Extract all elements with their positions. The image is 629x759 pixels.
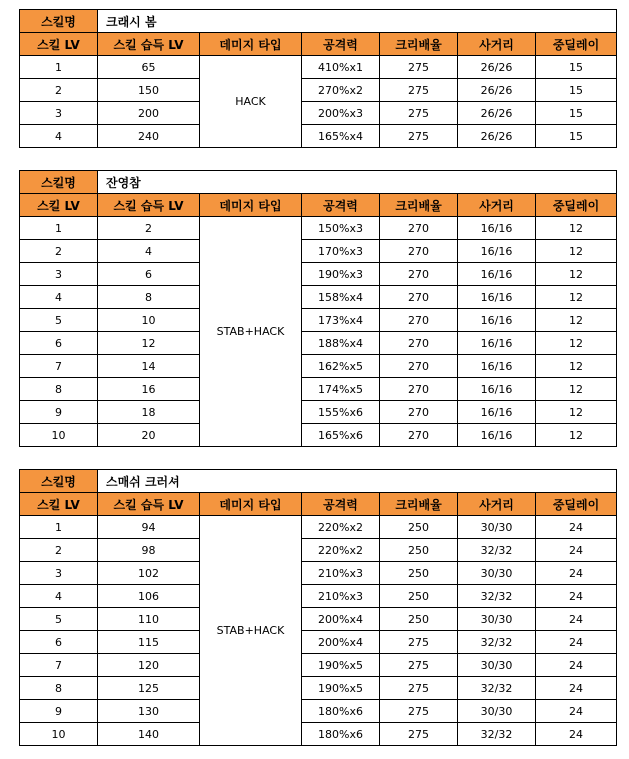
table-cell: 275 — [380, 79, 458, 102]
column-header: 스킬 LV — [20, 33, 98, 56]
table-row — [20, 286, 617, 309]
table-cell: 165%x4 — [302, 125, 380, 148]
table-cell: 16/16 — [458, 401, 536, 424]
table-cell: 32/32 — [458, 539, 536, 562]
table-cell: 180%x6 — [302, 700, 380, 723]
table-cell: 250 — [380, 516, 458, 539]
table-cell: 110 — [98, 608, 200, 631]
table-cell: 250 — [380, 562, 458, 585]
column-header: 사거리 — [458, 33, 536, 56]
table-cell: 165%x6 — [302, 424, 380, 447]
table-cell: 12 — [536, 309, 617, 332]
table-cell: 180%x6 — [302, 723, 380, 746]
table-cell: 26/26 — [458, 102, 536, 125]
table-cell: 26/26 — [458, 79, 536, 102]
table-cell: 12 — [536, 378, 617, 401]
table-cell: 170%x3 — [302, 240, 380, 263]
table-cell: 200%x4 — [302, 608, 380, 631]
table-cell: 155%x6 — [302, 401, 380, 424]
table-row — [20, 263, 617, 286]
table-cell: 24 — [536, 562, 617, 585]
table-cell: 15 — [536, 56, 617, 79]
table-cell: 270 — [380, 355, 458, 378]
table-cell: 24 — [536, 516, 617, 539]
table-cell: 8 — [20, 677, 98, 700]
table-cell: 16/16 — [458, 217, 536, 240]
table-cell: 16/16 — [458, 263, 536, 286]
table-cell: 9 — [20, 700, 98, 723]
table-cell: 6 — [20, 631, 98, 654]
table-cell: 275 — [380, 631, 458, 654]
table-cell: 26/26 — [458, 56, 536, 79]
damage-type-cell: HACK — [200, 56, 302, 148]
table-cell: 10 — [20, 723, 98, 746]
table-cell: 174%x5 — [302, 378, 380, 401]
table-cell: 125 — [98, 677, 200, 700]
table-cell: 270 — [380, 309, 458, 332]
table-cell: 210%x3 — [302, 585, 380, 608]
column-header: 스킬 LV — [20, 194, 98, 217]
table-cell: 270 — [380, 401, 458, 424]
column-header-row — [20, 194, 617, 217]
table-cell: 8 — [20, 378, 98, 401]
table-cell: 32/32 — [458, 631, 536, 654]
table-cell: 4 — [98, 240, 200, 263]
table-row — [20, 56, 617, 79]
table-cell: 15 — [536, 102, 617, 125]
table-cell: 3 — [20, 263, 98, 286]
skill-table — [19, 170, 617, 447]
table-cell: 32/32 — [458, 585, 536, 608]
column-header-row — [20, 493, 617, 516]
table-cell: 5 — [20, 608, 98, 631]
table-cell: 12 — [536, 424, 617, 447]
table-row — [20, 585, 617, 608]
table-cell: 240 — [98, 125, 200, 148]
table-cell: 24 — [536, 677, 617, 700]
table-cell: 270 — [380, 378, 458, 401]
table-cell: 275 — [380, 723, 458, 746]
skill-table — [19, 469, 617, 746]
table-cell: 6 — [98, 263, 200, 286]
table-cell: 200%x4 — [302, 631, 380, 654]
skill-name-value: 잔영참 — [98, 171, 617, 194]
column-header: 공격력 — [302, 194, 380, 217]
skill-name-value: 크래시 봄 — [98, 10, 617, 33]
table-cell: 32/32 — [458, 723, 536, 746]
table-row — [20, 677, 617, 700]
skill-name-value: 스매쉬 크러셔 — [98, 470, 617, 493]
table-cell: 162%x5 — [302, 355, 380, 378]
table-cell: 150 — [98, 79, 200, 102]
table-cell: 30/30 — [458, 654, 536, 677]
table-cell: 1 — [20, 516, 98, 539]
column-header: 스킬 습득 LV — [98, 493, 200, 516]
table-cell: 26/26 — [458, 125, 536, 148]
table-cell: 24 — [536, 608, 617, 631]
table-row — [20, 125, 617, 148]
table-cell: 5 — [20, 309, 98, 332]
table-cell: 220%x2 — [302, 539, 380, 562]
table-cell: 270 — [380, 217, 458, 240]
column-header: 데미지 타입 — [200, 33, 302, 56]
table-cell: 270 — [380, 263, 458, 286]
table-cell: 275 — [380, 125, 458, 148]
table-cell: 4 — [20, 585, 98, 608]
skill-name-row — [20, 470, 617, 493]
skill-name-label: 스킬명 — [20, 10, 98, 33]
table-cell: 2 — [98, 217, 200, 240]
table-cell: 210%x3 — [302, 562, 380, 585]
table-cell: 10 — [98, 309, 200, 332]
table-cell: 2 — [20, 240, 98, 263]
table-row — [20, 378, 617, 401]
table-cell: 24 — [536, 585, 617, 608]
table-row — [20, 309, 617, 332]
table-cell: 16/16 — [458, 378, 536, 401]
column-header: 스킬 습득 LV — [98, 194, 200, 217]
table-cell: 24 — [536, 723, 617, 746]
table-cell: 3 — [20, 102, 98, 125]
table-cell: 250 — [380, 539, 458, 562]
table-cell: 270 — [380, 240, 458, 263]
table-cell: 8 — [98, 286, 200, 309]
table-row — [20, 631, 617, 654]
table-row — [20, 332, 617, 355]
column-header: 공격력 — [302, 493, 380, 516]
table-row — [20, 562, 617, 585]
table-cell: 14 — [98, 355, 200, 378]
column-header: 중딜레이 — [536, 194, 617, 217]
table-cell: 4 — [20, 286, 98, 309]
table-cell: 30/30 — [458, 700, 536, 723]
table-cell: 32/32 — [458, 677, 536, 700]
skill-name-label: 스킬명 — [20, 470, 98, 493]
table-cell: 10 — [20, 424, 98, 447]
table-cell: 2 — [20, 79, 98, 102]
table-cell: 12 — [536, 401, 617, 424]
skill-table — [19, 9, 617, 148]
table-cell: 16/16 — [458, 355, 536, 378]
table-cell: 15 — [536, 79, 617, 102]
table-cell: 16/16 — [458, 240, 536, 263]
table-cell: 270 — [380, 332, 458, 355]
table-cell: 190%x3 — [302, 263, 380, 286]
table-cell: 102 — [98, 562, 200, 585]
table-cell: 410%x1 — [302, 56, 380, 79]
table-cell: 7 — [20, 355, 98, 378]
table-cell: 24 — [536, 631, 617, 654]
table-cell: 220%x2 — [302, 516, 380, 539]
table-cell: 275 — [380, 700, 458, 723]
table-cell: 275 — [380, 56, 458, 79]
table-cell: 24 — [536, 700, 617, 723]
table-cell: 140 — [98, 723, 200, 746]
table-cell: 275 — [380, 102, 458, 125]
table-cell: 30/30 — [458, 562, 536, 585]
table-cell: 24 — [536, 539, 617, 562]
table-row — [20, 539, 617, 562]
table-row — [20, 723, 617, 746]
column-header-row — [20, 33, 617, 56]
table-row — [20, 700, 617, 723]
table-cell: 275 — [380, 654, 458, 677]
table-cell: 1 — [20, 56, 98, 79]
table-cell: 12 — [536, 286, 617, 309]
table-cell: 30/30 — [458, 516, 536, 539]
table-cell: 12 — [536, 332, 617, 355]
table-cell: 3 — [20, 562, 98, 585]
table-cell: 24 — [536, 654, 617, 677]
column-header: 크리배율 — [380, 33, 458, 56]
column-header: 데미지 타입 — [200, 194, 302, 217]
table-cell: 12 — [536, 355, 617, 378]
table-cell: 9 — [20, 401, 98, 424]
table-cell: 12 — [536, 240, 617, 263]
table-row — [20, 516, 617, 539]
skill-name-row — [20, 10, 617, 33]
table-cell: 190%x5 — [302, 677, 380, 700]
column-header: 공격력 — [302, 33, 380, 56]
table-cell: 98 — [98, 539, 200, 562]
column-header: 사거리 — [458, 493, 536, 516]
table-cell: 270 — [380, 286, 458, 309]
column-header: 스킬 습득 LV — [98, 33, 200, 56]
table-cell: 130 — [98, 700, 200, 723]
damage-type-cell: STAB+HACK — [200, 217, 302, 447]
table-row — [20, 654, 617, 677]
table-row — [20, 424, 617, 447]
table-cell: 250 — [380, 585, 458, 608]
table-cell: 270%x2 — [302, 79, 380, 102]
table-cell: 200%x3 — [302, 102, 380, 125]
column-header: 크리배율 — [380, 194, 458, 217]
skill-name-label: 스킬명 — [20, 171, 98, 194]
table-cell: 4 — [20, 125, 98, 148]
table-row — [20, 608, 617, 631]
table-cell: 158%x4 — [302, 286, 380, 309]
column-header: 데미지 타입 — [200, 493, 302, 516]
table-cell: 16 — [98, 378, 200, 401]
table-row — [20, 217, 617, 240]
table-cell: 12 — [536, 263, 617, 286]
table-cell: 188%x4 — [302, 332, 380, 355]
column-header: 스킬 LV — [20, 493, 98, 516]
table-cell: 200 — [98, 102, 200, 125]
table-cell: 270 — [380, 424, 458, 447]
table-row — [20, 240, 617, 263]
table-cell: 275 — [380, 677, 458, 700]
table-cell: 16/16 — [458, 332, 536, 355]
column-header: 크리배율 — [380, 493, 458, 516]
table-cell: 115 — [98, 631, 200, 654]
skill-name-row — [20, 171, 617, 194]
table-cell: 6 — [20, 332, 98, 355]
table-cell: 15 — [536, 125, 617, 148]
table-cell: 250 — [380, 608, 458, 631]
table-cell: 106 — [98, 585, 200, 608]
column-header: 사거리 — [458, 194, 536, 217]
damage-type-cell: STAB+HACK — [200, 516, 302, 746]
table-row — [20, 102, 617, 125]
table-row — [20, 401, 617, 424]
table-cell: 65 — [98, 56, 200, 79]
table-cell: 16/16 — [458, 424, 536, 447]
table-cell: 16/16 — [458, 286, 536, 309]
table-cell: 94 — [98, 516, 200, 539]
column-header: 중딜레이 — [536, 33, 617, 56]
table-cell: 1 — [20, 217, 98, 240]
column-header: 중딜레이 — [536, 493, 617, 516]
table-row — [20, 79, 617, 102]
table-cell: 7 — [20, 654, 98, 677]
table-cell: 18 — [98, 401, 200, 424]
table-cell: 12 — [98, 332, 200, 355]
table-cell: 20 — [98, 424, 200, 447]
table-cell: 120 — [98, 654, 200, 677]
table-cell: 30/30 — [458, 608, 536, 631]
table-cell: 12 — [536, 217, 617, 240]
table-cell: 173%x4 — [302, 309, 380, 332]
table-cell: 150%x3 — [302, 217, 380, 240]
table-cell: 16/16 — [458, 309, 536, 332]
table-cell: 190%x5 — [302, 654, 380, 677]
table-cell: 2 — [20, 539, 98, 562]
table-row — [20, 355, 617, 378]
